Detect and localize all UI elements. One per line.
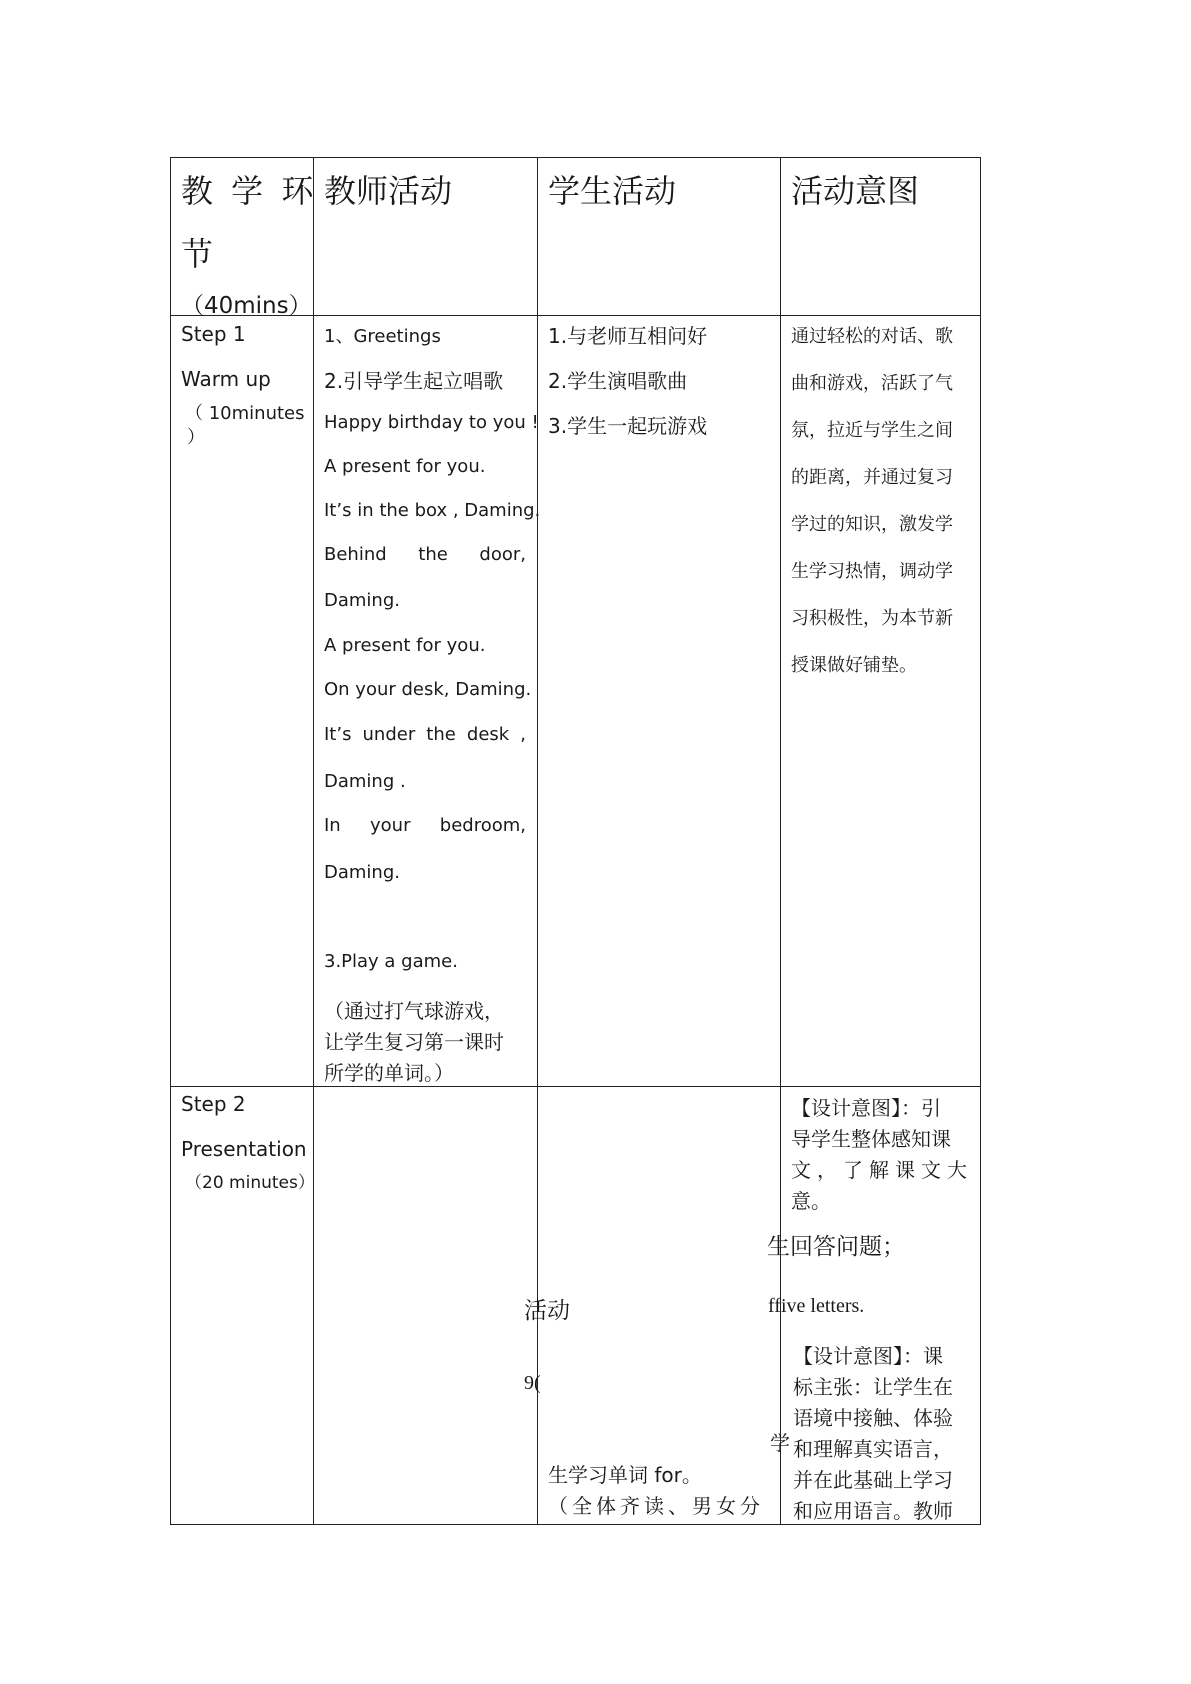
intent-line: 生学习热情，调动学 [791,561,953,582]
teacher-line: A present for you. [324,635,486,656]
fragment-answer-questions: 生回答问题； [767,1234,905,1260]
table-col-divider-3 [780,157,781,1525]
step2-student-line: 生学习单词 for。 [548,1463,702,1487]
teacher-line: 2.引导学生起立唱歌 [324,369,504,393]
header-activity-intent: 活动意图 [791,172,920,210]
fragment-nine: 9( [524,1372,541,1394]
teacher-line: A present for you. [324,456,486,477]
teacher-line: 让学生复习第一课时 [324,1030,504,1054]
header-student-activity: 学生活动 [548,172,677,210]
teacher-line: It’s in the box , Daming. [324,500,541,521]
student-line: 1.与老师互相问好 [548,324,708,348]
step2-label: Step 2 [181,1092,246,1116]
intent-line: 习积极性，为本节新 [791,608,953,629]
teacher-line: On your desk, Daming. [324,679,532,700]
step2-duration: （20 minutes） [185,1173,315,1193]
step2-intent-b-line: 并在此基础上学习 [793,1470,953,1492]
step2-intent-b-line: 和理解真实语言， [793,1439,953,1461]
intent-line: 授课做好铺垫。 [791,655,917,676]
teacher-line: In your bedroom, [324,815,526,836]
header-stage-line2: 节 [181,235,214,273]
header-stage-duration: （40mins） [181,293,312,319]
step2-intent-b-line: 【设计意图】：课 [793,1346,943,1368]
teacher-line: Happy birthday to you ! [324,412,539,433]
header-teacher-activity: 教师活动 [324,172,453,210]
teacher-line: Daming. [324,862,400,883]
step1-duration-close: ） [187,427,205,448]
intent-line: 氛，拉近与学生之间 [791,420,953,441]
intent-line: 通过轻松的对话、歌 [791,326,953,347]
table-border-top [170,157,981,158]
step1-label: Step 1 [181,322,246,346]
step2-title: Presentation [181,1137,307,1161]
table-border-right [980,157,981,1525]
step2-intent-b-line: 语境中接触、体验 [793,1408,953,1430]
table-border-left [170,157,171,1525]
student-line: 3.学生一起玩游戏 [548,414,708,438]
intent-line: 的距离，并通过复习 [791,467,953,488]
step2-intent-line: 文，了解课文大 [791,1158,973,1182]
step2-intent-line: 意。 [791,1189,831,1213]
teacher-line: It’s under the desk , [324,724,526,745]
student-line: 2.学生演唱歌曲 [548,369,688,393]
header-stage-line1: 教 学 环 [181,172,318,210]
step2-intent-line: 导学生整体感知课 [791,1127,951,1151]
step1-title: Warm up [181,367,271,391]
teacher-line: 所学的单词。） [324,1061,454,1085]
intent-line: 学过的知识，激发学 [791,514,953,535]
step2-intent-b-line: 和应用语言。教师 [793,1501,953,1523]
teacher-line: Daming . [324,771,406,792]
teacher-line: （通过打气球游戏， [324,999,504,1023]
table-row-divider-2 [170,1086,981,1087]
fragment-five-letters: ffive letters. [768,1295,865,1317]
teacher-line: 3.Play a game. [324,951,458,972]
teacher-line: Daming. [324,590,400,611]
step2-intent-line: 【设计意图】：引 [791,1096,941,1120]
step2-intent-b-line: 标主张：让学生在 [793,1377,953,1399]
table-border-bottom [170,1524,981,1525]
step1-duration: （ 10minutes [185,403,305,424]
fragment-activity: 活动 [524,1298,570,1324]
teacher-line: Behind the door, [324,544,526,565]
intent-line: 曲和游戏，活跃了气 [791,373,953,394]
step2-student-line: （全体齐读、男女分 [548,1494,764,1518]
table-col-divider-1 [313,157,314,1525]
fragment-xue: 学 [770,1433,790,1455]
teacher-line: 1、Greetings [324,326,441,347]
